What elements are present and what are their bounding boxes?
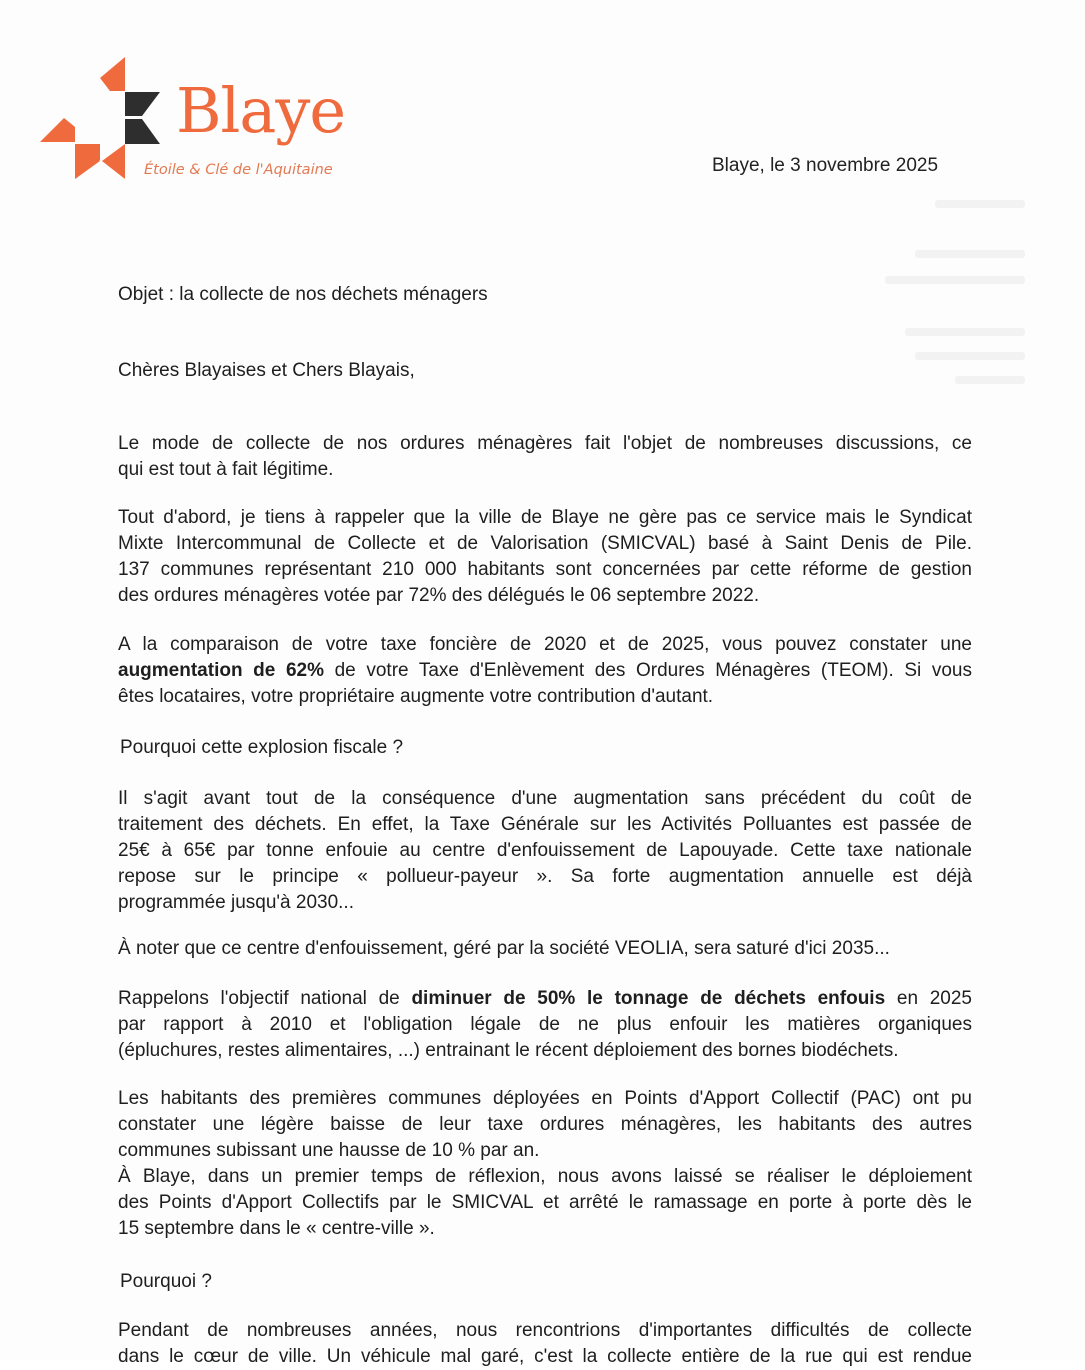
text-line: traitement des déchets. En effet, la Taxe Générale sur les Activités Polluantes est passée de	[118, 814, 972, 835]
text-line: communes subissant une hausse de 10 % par an.	[118, 1140, 540, 1161]
text-line: A la comparaison de votre taxe foncière de 2020 et de 2025, vous pouvez constater une	[118, 634, 972, 655]
text-line: Le mode de collecte de nos ordures ménagères fait l'objet de nombreuses discussions, ce	[118, 433, 972, 454]
text-line: repose sur le principe « pollueur-payeur ». Sa forte augmentation annuelle est déjà	[118, 866, 972, 887]
text-line	[118, 986, 972, 1012]
text-line: 15 septembre dans le « centre-ville ».	[118, 1218, 435, 1239]
text-line: Tout d'abord, je tiens à rappeler que la ville de Blaye ne gère pas ce service mais le Syndicat	[118, 507, 972, 528]
letter-date: Blaye, le 3 novembre 2025	[712, 155, 939, 176]
text-line	[118, 658, 972, 684]
section-question-fiscal: Pourquoi cette explosion fiscale ?	[120, 737, 404, 758]
paragraph-smicval	[118, 505, 972, 609]
text-line: dans le cœur de ville. Un véhicule mal garé, c'est la collecte entière de la rue qui est rendue	[118, 1346, 972, 1367]
city-logo	[36, 54, 356, 189]
emphasis-text: diminuer de 50% le tonnage de déchets enfouis	[411, 988, 886, 1009]
text-line: Pendant de nombreuses années, nous rencontrions d'importantes difficultés de collecte	[118, 1320, 972, 1341]
text-line: À noter que ce centre d'enfouissement, géré par la société VEOLIA, sera saturé d'ici 2035...	[118, 938, 890, 959]
text-line: Mixte Intercommunal de Collecte et de Valorisation (SMICVAL) basé à Saint Denis de Pile.	[118, 533, 972, 554]
show-through-mark	[915, 250, 1025, 258]
logo-tagline: Étoile & Clé de l'Aquitaine	[144, 162, 333, 178]
text-line: des ordures ménagères votée par 72% des délégués le 06 septembre 2022.	[118, 585, 760, 606]
text-line: êtes locataires, votre propriétaire augmente votre contribution d'autant.	[118, 686, 714, 707]
logo-wordmark: Blaye	[176, 74, 346, 147]
text-line: Les habitants des premières communes déployées en Points d'Apport Collectif (PAC) ont pu	[118, 1088, 972, 1109]
text-span: en 2025	[885, 988, 973, 1009]
show-through-mark	[915, 352, 1025, 360]
text-line: par rapport à 2010 et l'obligation légale de ne plus enfouir les matières organiques	[118, 1014, 972, 1035]
text-line: constater une légère baisse de leur taxe ordures ménagères, les habitants des autres	[118, 1114, 972, 1135]
text-line: (épluchures, restes alimentaires, ...) entrainant le récent déploiement des bornes biodéchets.	[118, 1040, 899, 1061]
show-through-mark	[905, 328, 1025, 336]
section-question-why: Pourquoi ?	[120, 1271, 212, 1292]
paragraph-intro	[118, 431, 972, 483]
letter-subject: Objet : la collecte de nos déchets ménagers	[118, 284, 488, 305]
salutation: Chères Blayaises et Chers Blayais,	[118, 360, 415, 381]
paragraph-collection-difficulties	[118, 1318, 972, 1370]
show-through-mark	[955, 376, 1025, 384]
paragraph-national-objective	[118, 986, 972, 1064]
paragraph-teom-increase	[118, 632, 972, 710]
paragraph-veolia	[118, 936, 972, 962]
text-span: de votre Taxe d'Enlèvement des Ordures Ménagères (TEOM). Si vous	[324, 660, 972, 681]
text-line: des Points d'Apport Collectifs par le SMICVAL et arrêté le ramassage en porte à porte dès le	[118, 1192, 972, 1213]
paragraph-pac-deployment	[118, 1086, 972, 1242]
emphasis-text: augmentation de 62%	[118, 660, 324, 681]
text-line: qui est tout à fait légitime.	[118, 459, 334, 480]
text-line: À Blaye, dans un premier temps de réflexion, nous avons laissé se réaliser le déploiement	[118, 1166, 972, 1187]
text-line: 137 communes représentant 210 000 habitants sont concernées par cette réforme de gestion	[118, 559, 972, 580]
paragraph-tgap	[118, 786, 972, 916]
text-line: Il s'agit avant tout de la conséquence d'une augmentation sans précédent du coût de	[118, 788, 972, 809]
show-through-mark	[935, 200, 1025, 208]
text-line: programmée jusqu'à 2030...	[118, 892, 354, 913]
show-through-mark	[885, 276, 1025, 284]
text-line: 25€ à 65€ par tonne enfouie au centre d'enfouissement de Lapouyade. Cette taxe nationale	[118, 840, 972, 861]
text-span: Rappelons l'objectif national de	[118, 988, 412, 1009]
